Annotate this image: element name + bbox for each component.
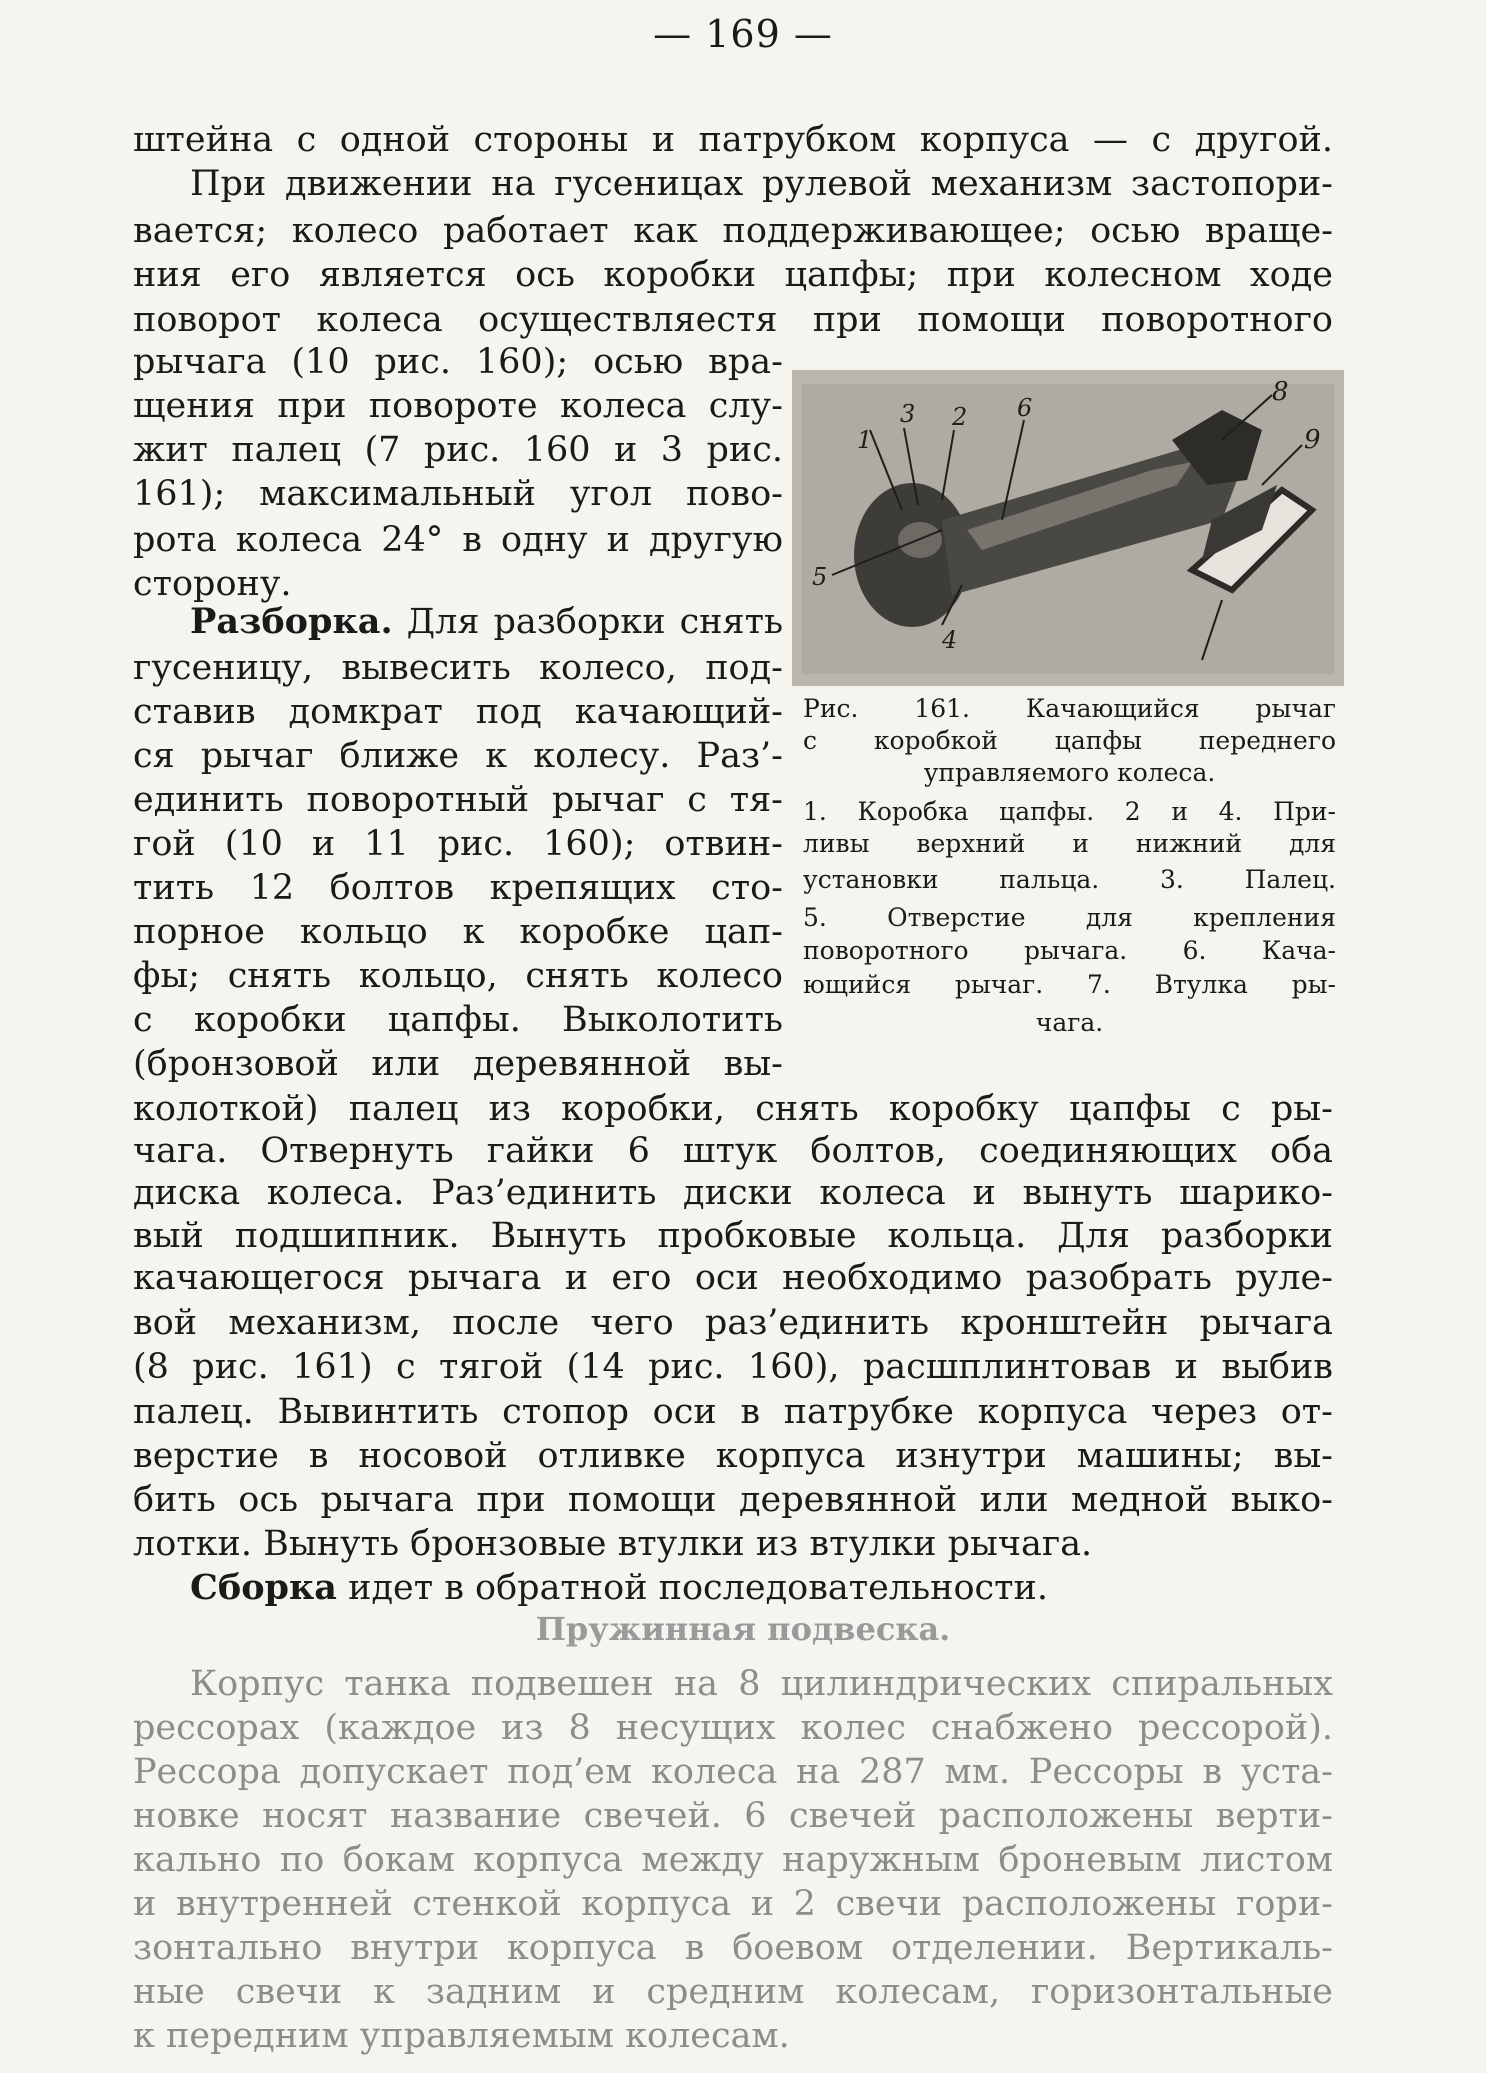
figure-caption-line: 1. Коробка цапфы. 2 и 4. При- (803, 797, 1336, 826)
text-line: вый подшипник. Вынуть пробковые кольца. Для разборки (133, 1216, 1333, 1256)
figure-label: 6 (1017, 394, 1033, 422)
text-line: ния его является ось коробки цапфы; при колесном ходе (133, 255, 1333, 295)
figure-label: 4 (942, 626, 958, 654)
figure-label: 8 (1272, 377, 1289, 407)
section-title: Пружинная подвеска. (535, 1610, 951, 1648)
text-line: 161); максимальный угол пово- (133, 474, 783, 514)
text-line: щения при повороте колеса слу- (133, 386, 783, 426)
text-line: новке носят название свечей. 6 свечей расположены верти- (133, 1796, 1333, 1836)
text-line: ставив домкрат под качающий- (133, 692, 783, 732)
text-line: рота колеса 24° в одну и другую (133, 520, 783, 560)
text-line: палец. Вывинтить стопор оси в патрубке корпуса через от- (133, 1392, 1333, 1432)
figure-caption-line: поворотного рычага. 6. Кача- (803, 936, 1336, 965)
figure-caption-line: установки пальца. 3. Палец. (803, 865, 1336, 894)
text-line: штейна с одной стороны и патрубком корпуса — с другой. (133, 120, 1333, 160)
text-line: кально по бокам корпуса между наружным броневым листом (133, 1840, 1333, 1880)
figure-caption-line: ливы верхний и нижний для (803, 829, 1336, 858)
text-line: При движении на гусеницах рулевой механизм застопори- (190, 164, 1333, 204)
text-line: (8 рис. 161) с тягой (14 рис. 160), расшплинтовав и выбив (133, 1347, 1333, 1387)
text-line: Корпус танка подвешен на 8 цилиндрических спиральных (190, 1664, 1333, 1704)
swing-arm-illustration (792, 370, 1344, 686)
text-line: фы; снять кольцо, снять колесо (133, 956, 783, 996)
figure-label: 5 (812, 563, 828, 591)
figure-caption-line: чага. (1035, 1008, 1104, 1037)
text-line: колоткой) палец из коробки, снять коробку цапфы с ры- (133, 1089, 1333, 1129)
text-line: Разборка. Для разборки снять (190, 601, 783, 642)
figure-label: 2 (952, 403, 968, 431)
text-line: к передним управляемым колесам. (133, 2016, 790, 2056)
text-line: вается; колесо работает как поддерживающее; осью враще- (133, 211, 1333, 251)
text-line: зонтально внутри корпуса в боевом отделении. Вертикаль- (133, 1928, 1333, 1968)
text-line: лотки. Вынуть бронзовые втулки из втулки рычага. (133, 1524, 1093, 1564)
figure-caption-line: Рис. 161. Качающийся рычаг (803, 694, 1336, 723)
text-line: рессорах (каждое из 8 несущих колес снабжено рессорой). (133, 1708, 1333, 1748)
text-line: тить 12 болтов крепящих сто- (133, 868, 783, 908)
text-line: сторону. (133, 564, 292, 604)
disassembly-heading: Разборка. (190, 601, 393, 642)
text-line: (бронзовой или деревянной вы- (133, 1044, 783, 1084)
assembly-heading: Сборка (190, 1567, 337, 1608)
text-line: рычага (10 рис. 160); осью вра- (133, 342, 783, 382)
text-line: Рессора допускает под’ем колеса на 287 мм. Рессоры в уста- (133, 1752, 1333, 1792)
figure-label: 1 (857, 426, 873, 454)
text-line: ся рычаг ближе к колесу. Раз’- (133, 736, 783, 776)
figure-161-photo (792, 370, 1344, 686)
figure-caption-line: с коробкой цапфы переднего (803, 726, 1336, 755)
text-line: гой (10 и 11 рис. 160); отвин- (133, 824, 783, 864)
text-line: верстие в носовой отливке корпуса изнутри машины; вы- (133, 1436, 1333, 1476)
text-line: ные свечи к задним и средним колесам, горизонтальные (133, 1972, 1333, 2012)
text-line: с коробки цапфы. Выколотить (133, 1000, 783, 1040)
text-line: и внутренней стенкой корпуса и 2 свечи расположены гори- (133, 1884, 1333, 1924)
text-line: жит палец (7 рис. 160 и 3 рис. (133, 430, 783, 470)
text-line: вой механизм, после чего раз’единить кронштейн рычага (133, 1303, 1333, 1343)
text-line: единить поворотный рычаг с тя- (133, 780, 783, 820)
text-line: диска колеса. Раз’единить диски колеса и вынуть шарико- (133, 1173, 1333, 1213)
text-line: качающегося рычага и его оси необходимо разобрать руле- (133, 1258, 1333, 1298)
figure-label: 3 (900, 400, 916, 428)
text-line: Сборка идет в обратной последовательности. (190, 1567, 1048, 1608)
text-line: чага. Отвернуть гайки 6 штук болтов, соединяющих оба (133, 1131, 1333, 1171)
text-line: бить ось рычага при помощи деревянной или медной выко- (133, 1480, 1333, 1520)
figure-caption-line: 5. Отверстие для крепления (803, 903, 1336, 932)
figure-caption-line: управляемого колеса. (923, 758, 1216, 787)
text-line: гусеницу, вывесить колесо, под- (133, 648, 783, 688)
text-line: поворот колеса осуществляестя при помощи поворотного (133, 300, 1333, 340)
text-line: порное кольцо к коробке цап- (133, 912, 783, 952)
figure-label: 9 (1304, 425, 1321, 455)
page-number: — 169 — (653, 12, 833, 56)
figure-caption-line: ющийся рычаг. 7. Втулка ры- (803, 970, 1336, 999)
